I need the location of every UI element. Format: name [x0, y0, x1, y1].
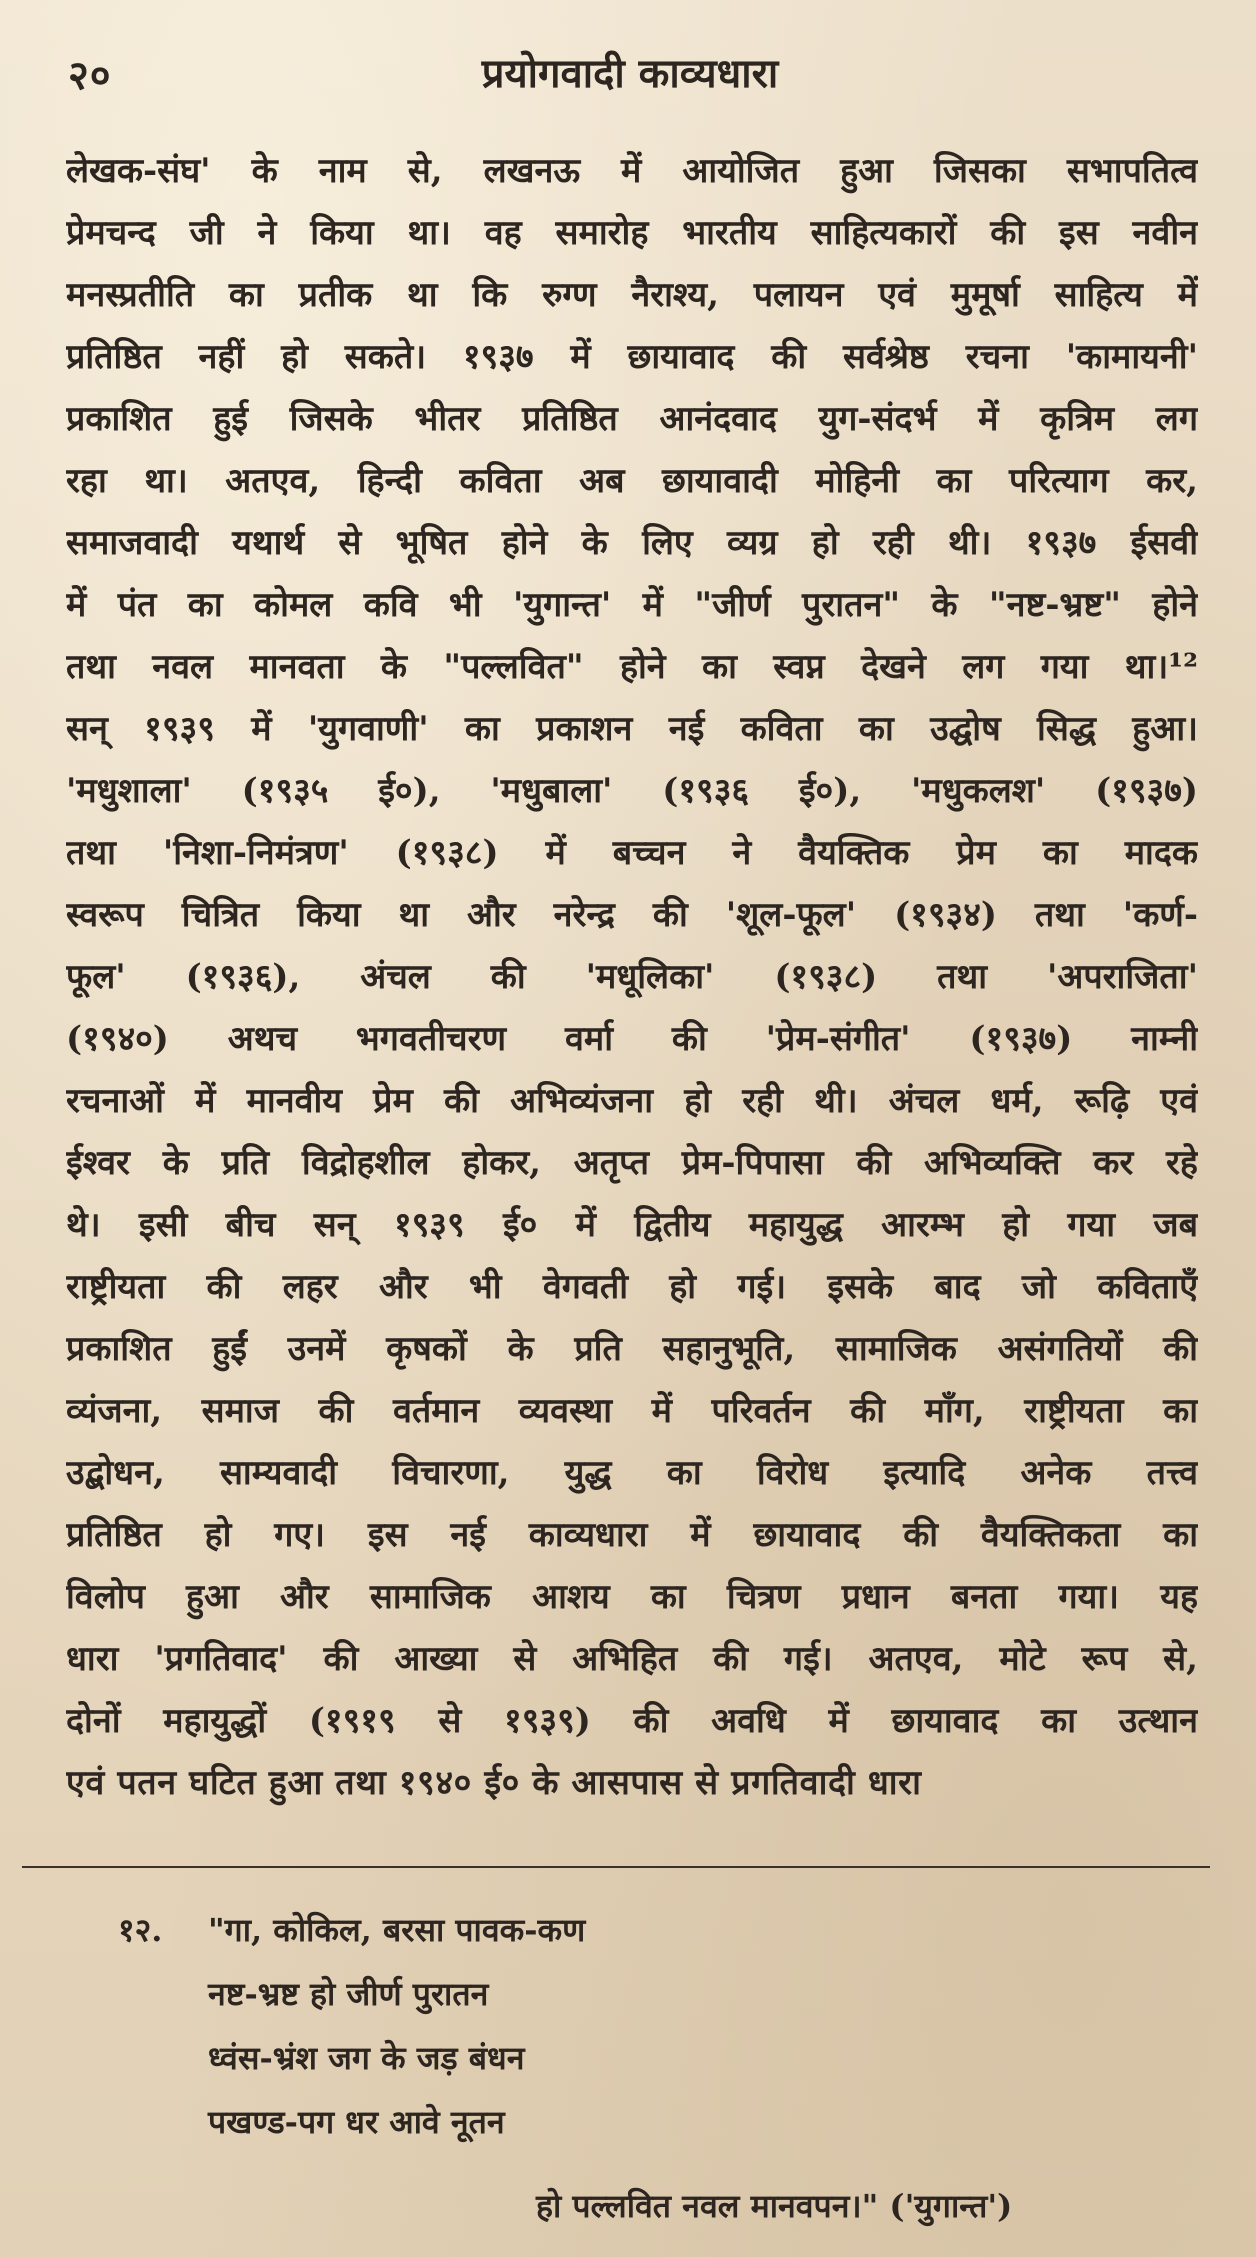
body-line: लेखक-संघ' के नाम से, लखनऊ में आयोजित हुआ जिसका सभापतित्व	[66, 151, 1198, 191]
body-line: प्रकाशित हुईं उनमें कृषकों के प्रति सहानुभूति, सामाजिक असंगतियों की	[66, 1329, 1198, 1369]
body-line: थे। इसी बीच सन् १९३९ ई० में द्वितीय महायुद्ध आरम्भ हो गया जब	[66, 1205, 1198, 1245]
running-title: प्रयोगवादी काव्यधारा	[481, 50, 779, 97]
body-line: राष्ट्रीयता की लहर और भी वेगवती हो गई। इसके बाद जो कविताएँ	[66, 1267, 1198, 1307]
body-line: व्यंजना, समाज की वर्तमान व्यवस्था में परिवर्तन की माँग, राष्ट्रीयता का	[66, 1391, 1198, 1431]
body-line: प्रतिष्ठित नहीं हो सकते। १९३७ में छायावाद की सर्वश्रेष्ठ रचना 'कामायनी'	[66, 337, 1198, 377]
body-line: 'मधुशाला' (१९३५ ई०), 'मधुबाला' (१९३६ ई०), 'मधुकलश' (१९३७)	[66, 771, 1198, 811]
body-line: रहा था। अतएव, हिन्दी कविता अब छायावादी मोहिनी का परित्याग कर,	[66, 461, 1198, 501]
footnote-verse-line: हो पल्लवित नवल मानवपन।" ('युगान्त')	[536, 2187, 1013, 2225]
body-line: (१९४०) अथच भगवतीचरण वर्मा की 'प्रेम-संगीत' (१९३७) नाम्नी	[66, 1019, 1198, 1059]
body-line: प्रेमचन्द जी ने किया था। वह समारोह भारतीय साहित्यकारों की इस नवीन	[66, 213, 1198, 253]
body-line: सन् १९३९ में 'युगवाणी' का प्रकाशन नई कविता का उद्घोष सिद्ध हुआ।	[66, 709, 1198, 749]
footnote-line	[118, 1898, 1208, 1962]
body-line: दोनों महायुद्धों (१९१९ से १९३९) की अवधि में छायावाद का उत्थान	[66, 1701, 1198, 1741]
body-line: मनस्प्रतीति का प्रतीक था कि रुग्ण नैराश्य, पलायन एवं मुमूर्षा साहित्य में	[66, 275, 1198, 315]
body-line: धारा 'प्रगतिवाद' की आख्या से अभिहित की गई। अतएव, मोटे रूप से,	[66, 1639, 1198, 1679]
body-line: एवं पतन घटित हुआ तथा १९४० ई० के आसपास से प्रगतिवादी धारा	[66, 1763, 922, 1803]
footnote	[118, 1898, 1208, 2238]
body-line: प्रकाशित हुई जिसके भीतर प्रतिष्ठित आनंदवाद युग-संदर्भ में कृत्रिम लग	[66, 399, 1198, 439]
footnote-verse-line: ध्वंस-भ्रंश जग के जड़ बंधन	[208, 2039, 525, 2077]
body-line: उद्बोधन, साम्यवादी विचारणा, युद्ध का विरोध इत्यादि अनेक तत्त्व	[66, 1453, 1198, 1493]
page-number: २०	[68, 52, 112, 99]
footnote-verse-line: नष्ट-भ्रष्ट हो जीर्ण पुरातन	[208, 1975, 489, 2013]
body-line: प्रतिष्ठित हो गए। इस नई काव्यधारा में छायावाद की वैयक्तिकता का	[66, 1515, 1198, 1555]
body-line: विलोप हुआ और सामाजिक आशय का चित्रण प्रधान बनता गया। यह	[66, 1577, 1198, 1617]
page-header	[60, 38, 1200, 108]
footnote-number: १२.	[118, 1911, 163, 1949]
footnote-divider	[22, 1866, 1210, 1868]
body-line: रचनाओं में मानवीय प्रेम की अभिव्यंजना हो रही थी। अंचल धर्म, रूढ़ि एवं	[66, 1081, 1198, 1121]
body-line: तथा 'निशा-निमंत्रण' (१९३८) में बच्चन ने वैयक्तिक प्रेम का मादक	[66, 833, 1198, 873]
footnote-verse-line: पखण्ड-पग धर आवे नूतन	[208, 2103, 505, 2141]
body-text	[66, 140, 1198, 1814]
body-line: में पंत का कोमल कवि भी 'युगान्त' में "जीर्ण पुरातन" के "नष्ट-भ्रष्ट" होने	[66, 585, 1198, 625]
body-line: फूल' (१९३६), अंचल की 'मधूलिका' (१९३८) तथा 'अपराजिता'	[66, 957, 1198, 997]
footnote-verse-line: "गा, कोकिल, बरसा पावक-कण	[208, 1911, 586, 1949]
body-line: स्वरूप चित्रित किया था और नरेन्द्र की 'शूल-फूल' (१९३४) तथा 'कर्ण-	[66, 895, 1198, 935]
body-line: तथा नवल मानवता के "पल्लवित" होने का स्वप्न देखने लग गया था।¹²	[66, 647, 1198, 687]
body-line: समाजवादी यथार्थ से भूषित होने के लिए व्यग्र हो रही थी। १९३७ ईसवी	[66, 523, 1198, 563]
body-line: ईश्वर के प्रति विद्रोहशील होकर, अतृप्त प्रेम-पिपासा की अभिव्यक्ति कर रहे	[66, 1143, 1198, 1183]
